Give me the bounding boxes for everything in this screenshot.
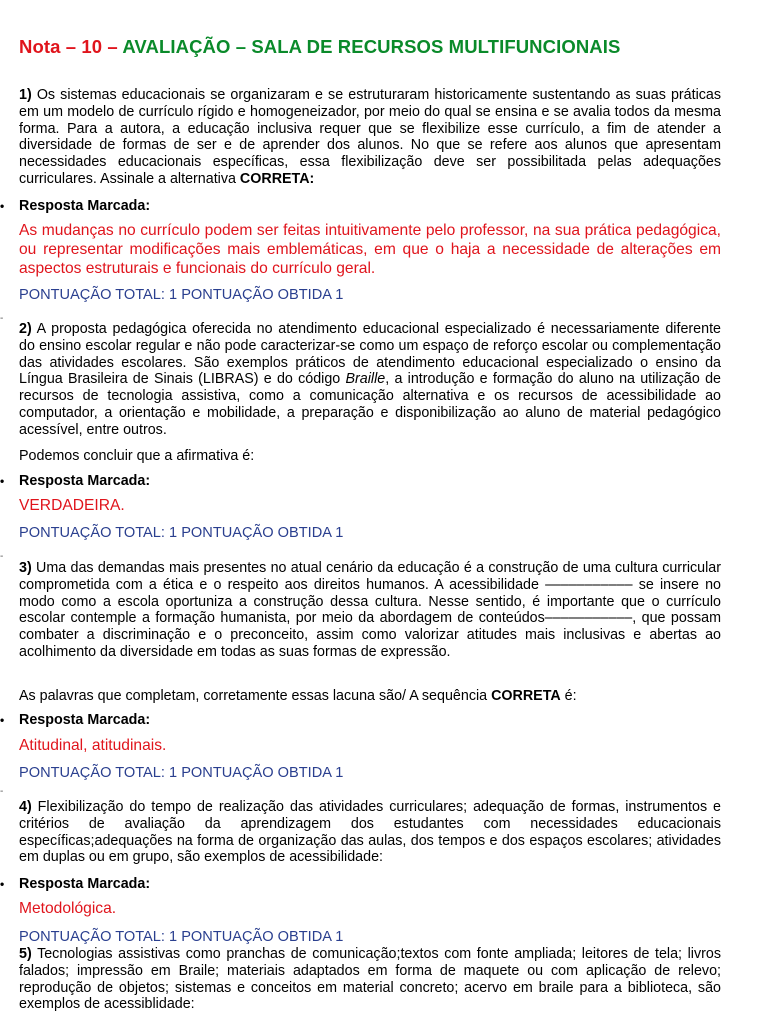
bullet-marker: • (0, 199, 5, 213)
question-number: 2) (19, 321, 32, 337)
question-number: 4) (19, 799, 32, 815)
question-3: 3) Uma das demandas mais presentes no atual cenário da educação é a construção de uma cultura curricular comprometida com a ética e o respeito aos direitos humanos. A acessibilidade ––––––––––– se insere no modo como a escola oportuniza a construção dessa cultura. Nesse sentido, é importante que o currículo escolar contemple a formação humanista, por meio da abordagem de conteúdos–––––––––––, que possam combater a discriminação e o preconceito, assim como valorizar atitudes mais inclusivas e abertas ao acolhimento da diversidade em todas as suas formas de expressão. (19, 560, 721, 660)
score-text: PONTUAÇÃO TOTAL: 1 PONTUAÇÃO OBTIDA 1 (19, 287, 344, 303)
question-2: 2) A proposta pedagógica oferecida no atendimento educacional especializado é necessariamente diferente do ensino escolar regular e não pode caracterizar-se como um espaço de reforço escolar ou complementação das atividades escolares. São exemplos práticos de atendimento educacional especializado o ensino da Língua Brasileira de Sinais (LIBRAS) e do código Braille, a introdução e formação do aluno na utilização de recursos de tecnologia assistiva, como a comunicação alternativa e os recursos de acessibilidade ao computador, a orientação e mobilidade, a preparação e disponibilização ao aluno de material pedagógico acessível, entre outros. (19, 321, 721, 438)
answer-text: Atitudinal, atitudinais. (19, 737, 167, 754)
question-1: 1) Os sistemas educacionais se organizaram e se estruturaram historicamente sustentando as suas práticas em um modelo de currículo rígido e homogeneizador, por meio do qual se ensina e se avalia todos da mesma forma. Para a autora, a educação inclusiva requer que se flexibilize esse currículo, a fim de atender a diversidade de formas de ser e de aprender dos alunos. No que se refere aos alunos que apresentam necessidades educacionais específicas, essa flexibilização deve ser possibilitada pelas adequações curriculares. Assinale a alternativa CORRETA: (19, 87, 721, 187)
bullet-marker: • (0, 877, 5, 891)
page-title (19, 36, 620, 58)
answer-text: As mudanças no currículo podem ser feitas intuitivamente pelo professor, na sua prática pedagógica, ou representar modificações mais emblemáticas, em que o haja a necessidade de alterações em aspectos estruturais e funcionais do currículo geral. (19, 222, 721, 277)
answer-label: Resposta Marcada: (19, 876, 151, 892)
answer-label: Resposta Marcada: (19, 712, 151, 728)
answer-text: VERDADEIRA. (19, 497, 125, 514)
title-nota: Nota – 10 – (19, 36, 118, 57)
answer-label: Resposta Marcada: (19, 198, 151, 214)
score-text: PONTUAÇÃO TOTAL: 1 PONTUAÇÃO OBTIDA 1 (19, 765, 344, 781)
question-number: 1) (19, 87, 32, 103)
bullet-marker: • (0, 713, 5, 727)
question-4: 4) Flexibilização do tempo de realização das atividades curriculares; adequação de formas, instrumentos e critérios de avaliação da aprendizagem dos estudantes com necessidades educacionais específicas;adequações na forma de organização das aulas, dos tempos e dos espaços escolares; atividades em duplas ou em grupo, são exemplos de acessibilidade: (19, 799, 721, 866)
bullet-marker: • (0, 474, 5, 488)
title-text: AVALIAÇÃO – SALA DE RECURSOS MULTIFUNCIONAIS (117, 36, 621, 57)
question-5: 5) Tecnologias assistivas como pranchas de comunicação;textos com fonte ampliada; leitores de tela; livros falados; impressão em Braile; materiais adaptados em forma de maquete ou com aplicação de relevo; reprodução de objetos; sistemas e conceitos em material concreto; acervo em braile para a biblioteca, são exemplos de acessiblidade: (19, 946, 721, 1013)
answer-label: Resposta Marcada: (19, 473, 151, 489)
question-prompt: As palavras que completam, corretamente essas lacuna são/ A sequência CORRETA é: (19, 688, 577, 704)
answer-text: Metodológica. (19, 900, 117, 917)
score-text: PONTUAÇÃO TOTAL: 1 PONTUAÇÃO OBTIDA 1 (19, 929, 344, 945)
question-prompt: Podemos concluir que a afirmativa é: (19, 448, 255, 464)
score-text: PONTUAÇÃO TOTAL: 1 PONTUAÇÃO OBTIDA 1 (19, 525, 344, 541)
question-number: 5) (19, 946, 32, 962)
question-number: 3) (19, 560, 32, 576)
